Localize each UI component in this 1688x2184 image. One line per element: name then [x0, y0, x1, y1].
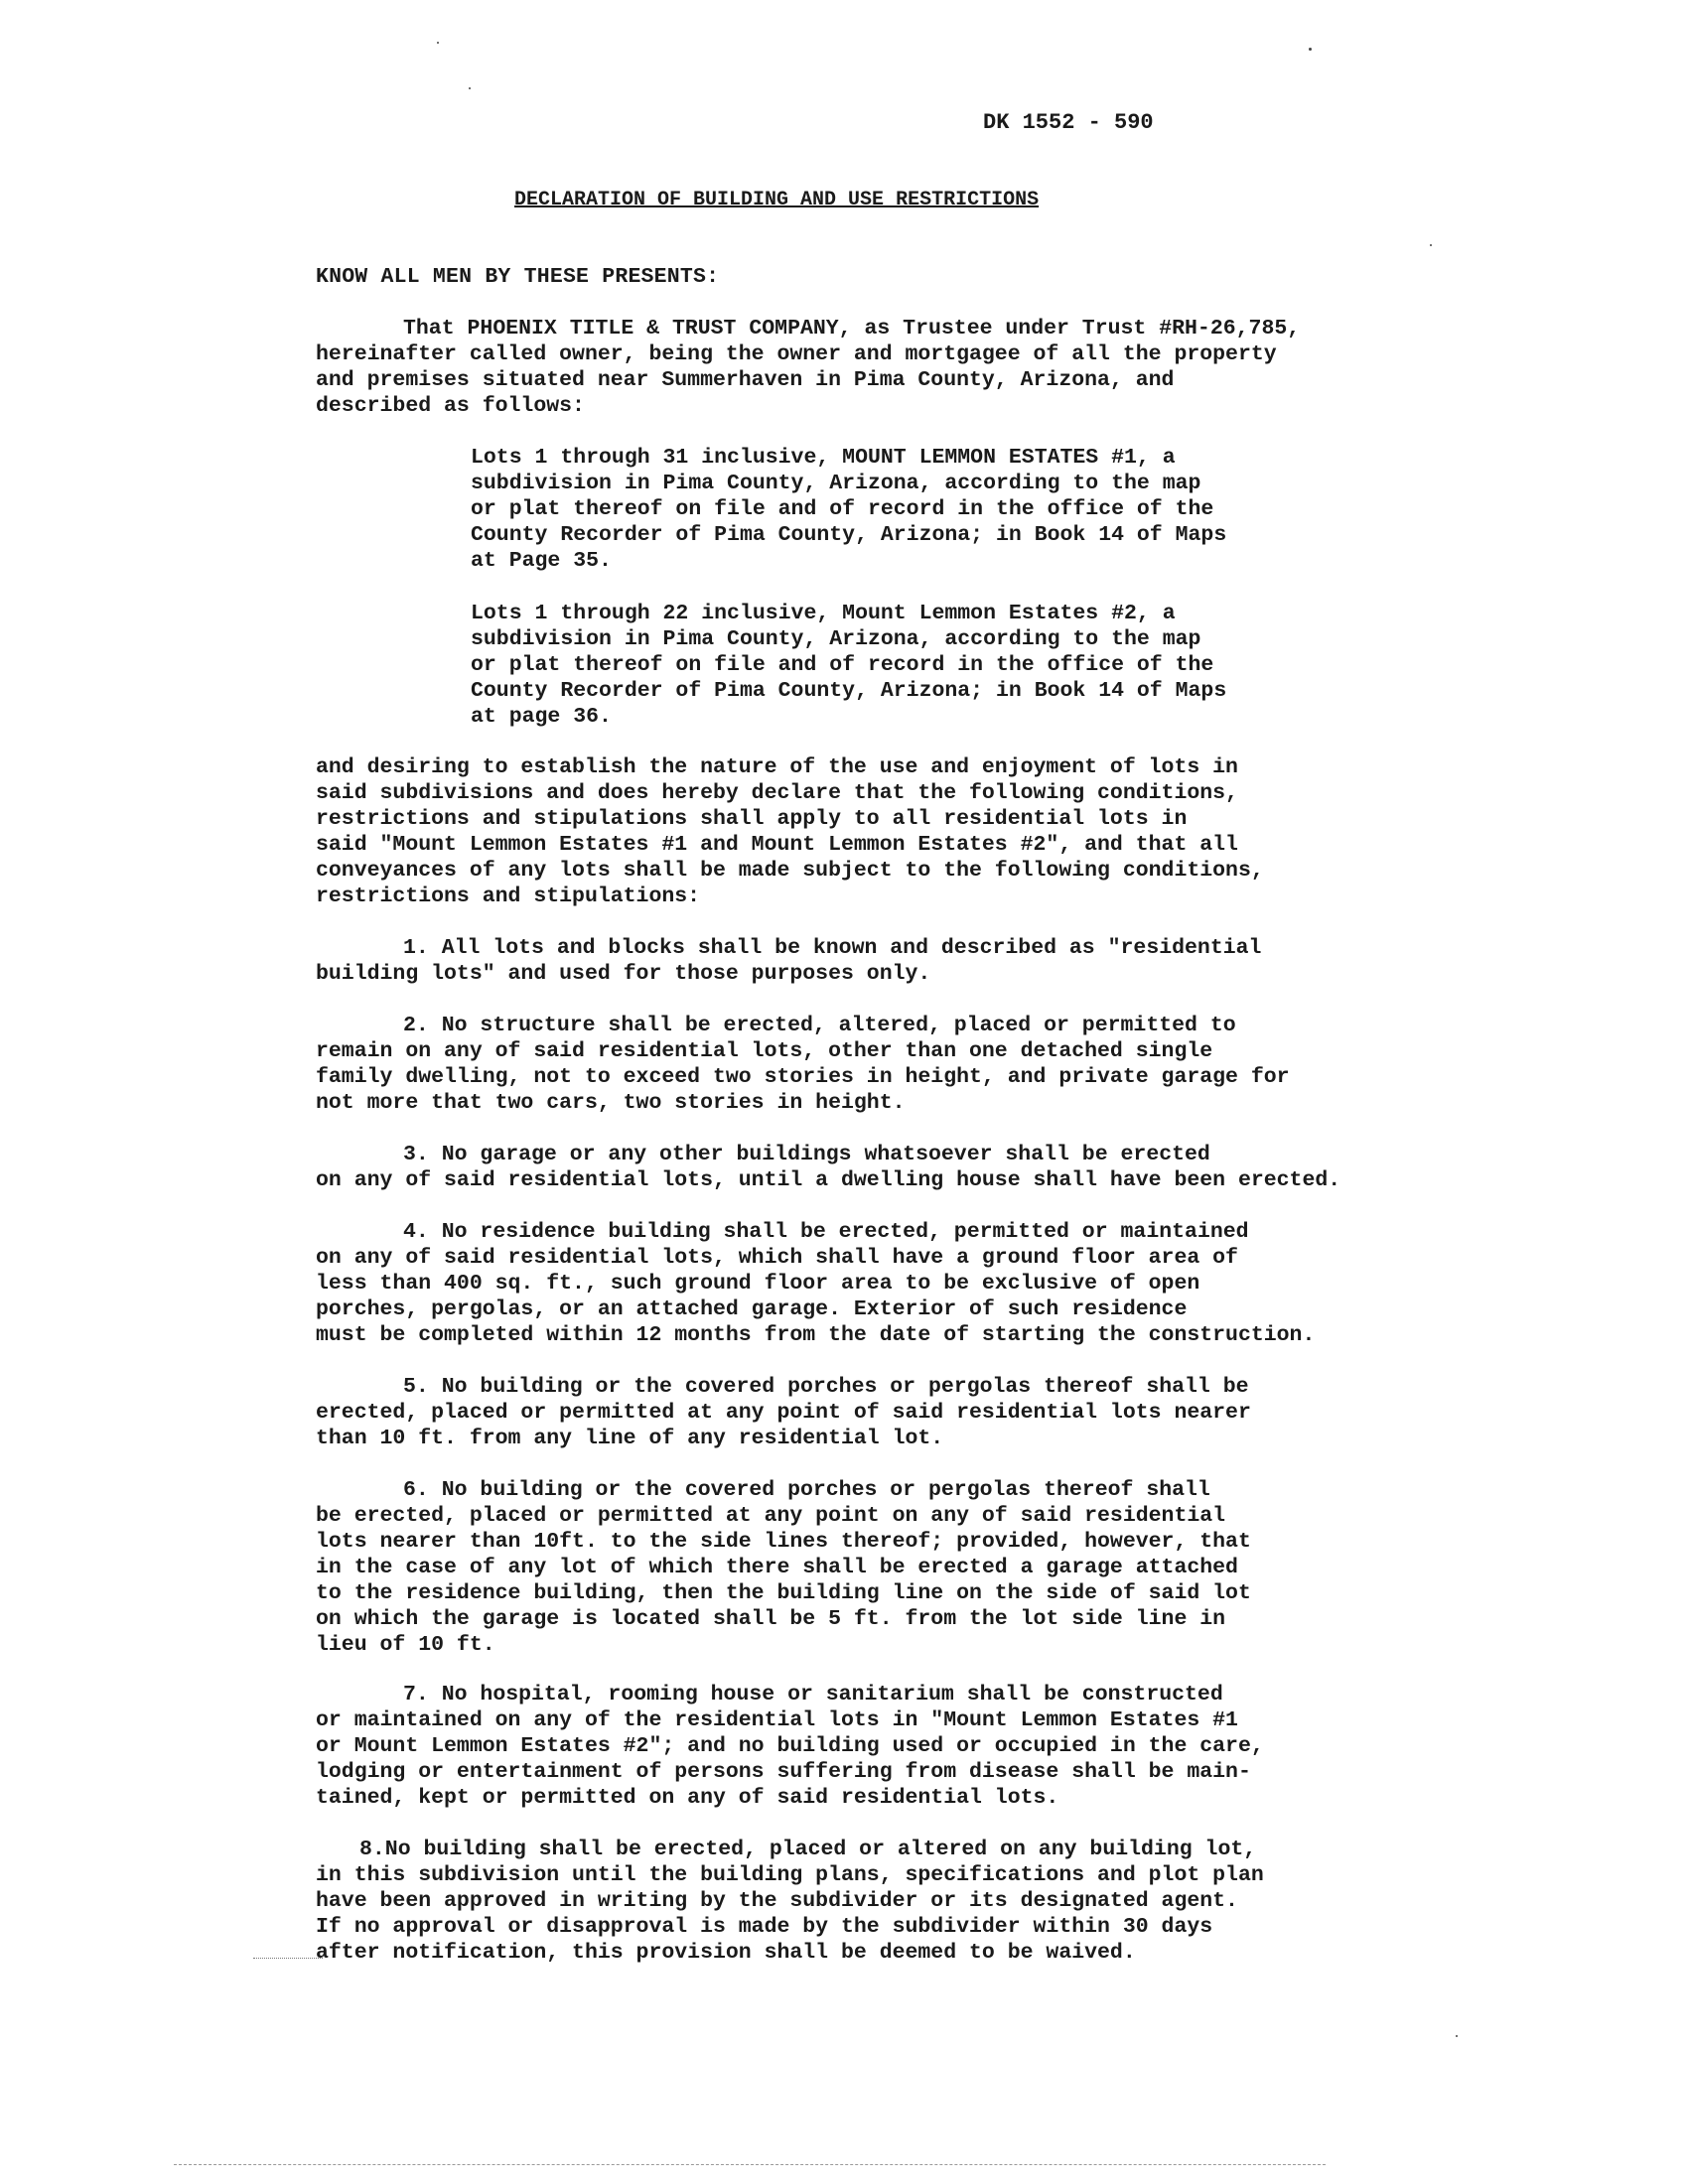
restriction-line: than 10 ft. from any line of any residential lot.: [316, 1427, 944, 1450]
restriction-line: If no approval or disapproval is made by the subdivider within 30 days: [316, 1915, 1213, 1939]
declaration-line: said "Mount Lemmon Estates #1 and Mount Lemmon Estates #2", and that all: [316, 833, 1238, 857]
legal-line: at Page 35.: [471, 549, 612, 573]
restriction-line: on any of said residential lots, which shall have a ground floor area of: [316, 1246, 1238, 1270]
salutation: KNOW ALL MEN BY THESE PRESENTS:: [316, 265, 720, 289]
legal-line: Lots 1 through 31 inclusive, MOUNT LEMMON ESTATES #1, a: [471, 446, 1176, 470]
restriction-8: [316, 1837, 1264, 1966]
restriction-4: [316, 1219, 1315, 1348]
restriction-line: not more that two cars, two stories in height.: [316, 1091, 906, 1115]
legal-line: or plat thereof on file and of record in the office of the: [471, 497, 1214, 521]
legal-line: subdivision in Pima County, Arizona, according to the map: [471, 472, 1201, 495]
declaration-line: restrictions and stipulations shall apply to all residential lots in: [316, 807, 1188, 831]
scan-edge-line: [174, 2164, 1326, 2165]
scan-speck: [1309, 48, 1312, 51]
restriction-line: remain on any of said residential lots, other than one detached single: [316, 1039, 1213, 1063]
restriction-line: family dwelling, not to exceed two stories in height, and private garage for: [316, 1065, 1290, 1089]
restriction-line: lieu of 10 ft.: [316, 1633, 495, 1657]
restriction-line: erected, placed or permitted at any point of said residential lots nearer: [316, 1401, 1251, 1425]
declaration-line: and desiring to establish the nature of the use and enjoyment of lots in: [316, 755, 1238, 779]
restriction-line: 2. No structure shall be erected, altered, placed or permitted to: [403, 1014, 1236, 1037]
restriction-line: 4. No residence building shall be erected, permitted or maintained: [403, 1220, 1249, 1244]
restriction-line: less than 400 sq. ft., such ground floor area to be exclusive of open: [316, 1272, 1200, 1296]
restriction-line: be erected, placed or permitted at any point on any of said residential: [316, 1504, 1226, 1528]
legal-line: Lots 1 through 22 inclusive, Mount Lemmon Estates #2, a: [471, 602, 1176, 625]
restriction-7: [316, 1682, 1264, 1811]
scan-speck: [1456, 2035, 1458, 2037]
legal-description-1: [471, 445, 1226, 574]
document-title: DECLARATION OF BUILDING AND USE RESTRICTIONS: [514, 189, 1040, 211]
restriction-line: lots nearer than 10ft. to the side lines thereof; provided, however, that: [316, 1530, 1251, 1554]
restriction-5: [316, 1374, 1251, 1451]
legal-line: County Recorder of Pima County, Arizona; in Book 14 of Maps: [471, 523, 1227, 547]
restriction-line: or Mount Lemmon Estates #2"; and no building used or occupied in the care,: [316, 1734, 1264, 1758]
legal-description-2: [471, 601, 1226, 730]
restriction-line: 3. No garage or any other buildings whatsoever shall be erected: [403, 1143, 1210, 1166]
restriction-line: after notification, this provision shall be deemed to be waived.: [316, 1941, 1136, 1965]
intro-paragraph: [316, 316, 1300, 419]
restriction-line: building lots" and used for those purposes only.: [316, 962, 931, 986]
restriction-line: tained, kept or permitted on any of said residential lots.: [316, 1786, 1059, 1810]
scan-mark: [253, 1958, 323, 1959]
restriction-line: on any of said residential lots, until a dwelling house shall have been erected.: [316, 1168, 1341, 1192]
book-page-reference: DK 1552 - 590: [983, 110, 1154, 135]
restriction-line: 1. All lots and blocks shall be known and described as "residential: [403, 936, 1262, 960]
restriction-line: in the case of any lot of which there shall be erected a garage attached: [316, 1556, 1238, 1579]
restriction-line: to the residence building, then the building line on the side of said lot: [316, 1581, 1251, 1605]
legal-line: subdivision in Pima County, Arizona, according to the map: [471, 627, 1201, 651]
restriction-line: 5. No building or the covered porches or pergolas thereof shall be: [403, 1375, 1249, 1399]
restriction-line: 6. No building or the covered porches or pergolas thereof shall: [403, 1478, 1210, 1502]
restriction-6: [316, 1477, 1251, 1658]
scan-speck: [437, 42, 439, 44]
restriction-line: on which the garage is located shall be 5 ft. from the lot side line in: [316, 1607, 1226, 1631]
restriction-line: or maintained on any of the residential lots in "Mount Lemmon Estates #1: [316, 1708, 1238, 1732]
scan-speck: [1430, 244, 1432, 246]
declaration-line: restrictions and stipulations:: [316, 885, 701, 908]
restriction-line: lodging or entertainment of persons suffering from disease shall be main-: [316, 1760, 1251, 1784]
restriction-line: in this subdivision until the building plans, specifications and plot plan: [316, 1863, 1264, 1887]
intro-line: described as follows:: [316, 394, 585, 418]
legal-line: County Recorder of Pima County, Arizona; in Book 14 of Maps: [471, 679, 1227, 703]
legal-line: at page 36.: [471, 705, 612, 729]
intro-line: That PHOENIX TITLE & TRUST COMPANY, as Trustee under Trust #RH-26,785,: [403, 317, 1301, 341]
restriction-2: [316, 1013, 1290, 1116]
intro-line: hereinafter called owner, being the owner and mortgagee of all the property: [316, 342, 1277, 366]
restriction-1: [316, 935, 1261, 987]
restriction-line: have been approved in writing by the subdivider or its designated agent.: [316, 1889, 1238, 1913]
declaration-paragraph: [316, 754, 1264, 909]
declaration-line: conveyances of any lots shall be made subject to the following conditions,: [316, 859, 1264, 883]
restriction-line: must be completed within 12 months from the date of starting the construction.: [316, 1323, 1316, 1347]
restriction-line: 7. No hospital, rooming house or sanitarium shall be constructed: [403, 1683, 1223, 1706]
scan-speck: [469, 87, 471, 89]
restriction-3: [316, 1142, 1340, 1193]
restriction-line: 8.No building shall be erected, placed or altered on any building lot,: [359, 1838, 1257, 1861]
intro-line: and premises situated near Summerhaven in Pima County, Arizona, and: [316, 368, 1175, 392]
declaration-line: said subdivisions and does hereby declare that the following conditions,: [316, 781, 1238, 805]
restriction-line: porches, pergolas, or an attached garage. Exterior of such residence: [316, 1297, 1188, 1321]
legal-line: or plat thereof on file and of record in the office of the: [471, 653, 1214, 677]
